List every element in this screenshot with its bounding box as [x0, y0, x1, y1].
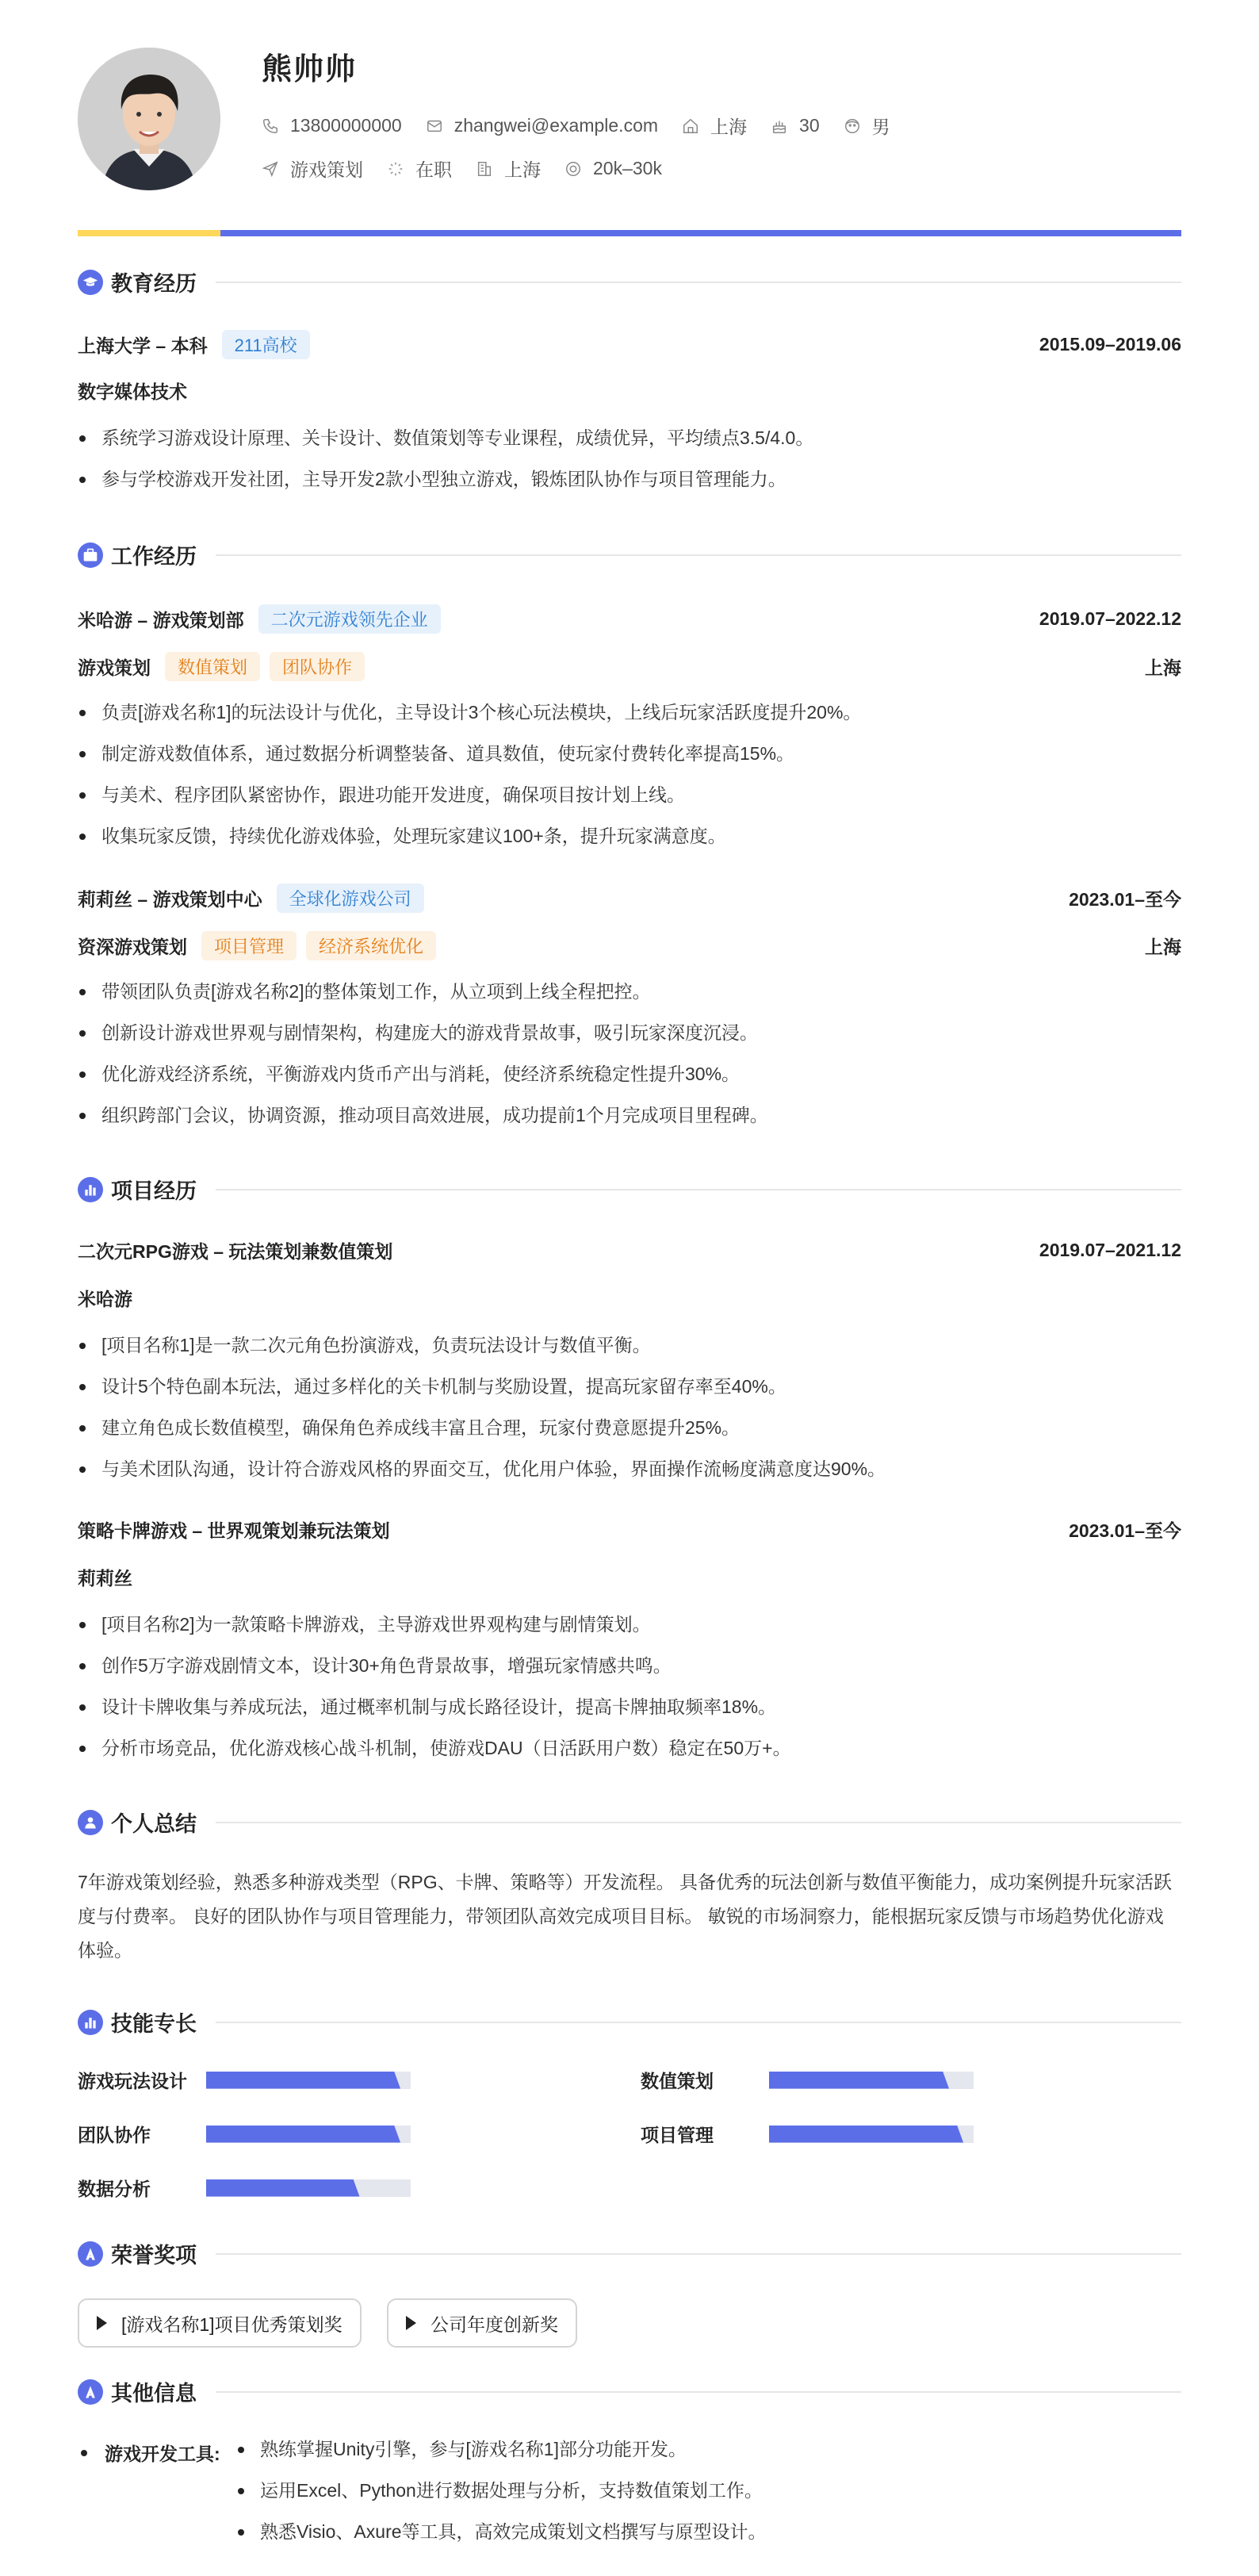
project-date: 2019.07–2021.12 — [1039, 1240, 1181, 1260]
company-tag: 二次元游戏领先企业 — [258, 604, 441, 634]
company-tag: 全球化游戏公司 — [277, 884, 424, 913]
building-icon — [476, 160, 493, 178]
target-role-item — [262, 155, 363, 182]
project-company: 莉莉丝 — [78, 1568, 132, 1589]
briefcase-icon — [78, 542, 103, 568]
school-name: 上海大学 – 本科 — [78, 335, 208, 356]
other-label-text: 游戏开发工具: — [105, 2444, 220, 2464]
skill-bar-fill — [206, 2126, 400, 2143]
list-item: 创作5万字游戏剧情文本，设计30+角色背景故事，增强玩家情感共鸣。 — [78, 1645, 1181, 1686]
candidate-name: 熊帅帅 — [262, 53, 358, 86]
list-item: 系统学习游戏设计原理、关卡设计、数值策划等专业课程，成绩优异，平均绩点3.5/4.0。 — [78, 417, 1181, 458]
list-item: 参与学校游戏开发社团，主导开发2款小型独立游戏，锻炼团队协作与项目管理能力。 — [78, 458, 1181, 500]
section-title: 其他信息 — [111, 2382, 197, 2405]
job-intent-row — [262, 155, 686, 182]
section-title: 项目经历 — [111, 1179, 197, 1203]
profile-header — [78, 0, 1181, 240]
award-item — [387, 2298, 577, 2348]
list-item: 组织跨部门会议，协调资源，推动项目高效进展，成功提前1个月完成项目里程碑。 — [78, 1094, 1181, 1136]
project-2-bullets — [78, 1604, 1181, 1769]
gender-item — [844, 113, 890, 139]
skill-bar — [206, 2179, 411, 2197]
work-city: 上海 — [1145, 657, 1181, 678]
award-item — [78, 2298, 362, 2348]
avatar — [78, 48, 220, 190]
age-item — [771, 115, 820, 136]
education-bullets — [78, 417, 1181, 500]
section-title: 荣誉奖项 — [111, 2244, 197, 2267]
work-date: 2023.01–至今 — [1069, 889, 1181, 910]
skill-bar-fill — [206, 2072, 400, 2089]
coin-icon — [564, 160, 582, 178]
target-city-value: 上海 — [504, 159, 541, 180]
work-2-role-row — [78, 931, 1181, 960]
skill-item — [78, 2175, 411, 2201]
list-item: 优化游戏经济系统，平衡游戏内货币产出与消耗，使经济系统稳定性提升30%。 — [78, 1053, 1181, 1094]
skill-name: 项目管理 — [641, 2125, 714, 2145]
skill-bar — [206, 2126, 411, 2143]
hometown-value: 上海 — [710, 117, 748, 137]
role-tag: 数值策划 — [165, 652, 260, 681]
section-title: 教育经历 — [111, 272, 197, 296]
work-date: 2019.07–2022.12 — [1039, 608, 1181, 629]
salary-value: 20k–30k — [593, 158, 662, 178]
work-city: 上海 — [1145, 937, 1181, 957]
mail-icon — [426, 117, 443, 135]
project-title: 二次元RPG游戏 – 玩法策划兼数值策划 — [78, 1241, 393, 1262]
company-name: 米哈游 – 游戏策划部 — [78, 610, 244, 631]
role-tag: 项目管理 — [201, 931, 297, 960]
education-major-row — [78, 378, 1181, 404]
hometown-item — [682, 113, 747, 139]
section-other — [78, 2376, 1181, 2407]
loading-icon — [387, 160, 404, 178]
phone-icon — [262, 117, 279, 135]
header-divider — [78, 230, 1181, 236]
summary-text: 7年游戏策划经验，熟悉多种游戏类型（RPG、卡牌、策略等）开发流程。 具备优秀的玩法创新与数值平衡能力，成功案例提升玩家活跃度与付费率。 良好的团队协作与项目管理能力，带领团队高效完成项目目标。 敏锐的市场洞察力，能根据玩家反馈与市场趋势优化游戏体验。 — [78, 1872, 1173, 1961]
project-1-bullets — [78, 1324, 1181, 1489]
section-projects — [78, 1174, 1181, 1205]
project-company: 米哈游 — [78, 1289, 132, 1309]
skill-bar-fill — [206, 2179, 360, 2197]
section-title: 技能专长 — [111, 2012, 197, 2036]
list-item: [项目名称1]是一款二次元角色扮演游戏，负责玩法设计与数值平衡。 — [78, 1324, 1181, 1366]
section-title: 工作经历 — [111, 545, 197, 569]
list-item: 建立角色成长数值模型，确保角色养成线丰富且合理，玩家付费意愿提升25%。 — [78, 1407, 1181, 1448]
section-education — [78, 266, 1181, 297]
list-item: 运用Excel、Python进行数据处理与分析，支持数值策划工作。 — [236, 2470, 1181, 2511]
education-header — [78, 330, 1181, 359]
project-date: 2023.01–至今 — [1069, 1520, 1181, 1541]
education-date: 2015.09–2019.06 — [1039, 334, 1181, 355]
work-1-header — [78, 604, 1181, 634]
play-icon — [406, 2316, 416, 2330]
list-item: 创新设计游戏世界观与剧情架构，构建庞大的游戏背景故事，吸引玩家深度沉浸。 — [78, 1012, 1181, 1053]
other-label — [78, 2440, 220, 2466]
role-tag: 团队协作 — [270, 652, 365, 681]
award-label: 公司年度创新奖 — [431, 2313, 558, 2335]
list-item: 收集玩家反馈，持续优化游戏体验，处理玩家建议100+条，提升玩家满意度。 — [78, 815, 1181, 857]
list-item: 制定游戏数值体系，通过数据分析调整装备、道具数值，使玩家付费转化率提高15%。 — [78, 733, 1181, 774]
send-icon — [262, 160, 279, 178]
chart-icon — [78, 1177, 103, 1202]
section-title: 个人总结 — [111, 1812, 197, 1836]
skill-bar — [206, 2072, 411, 2089]
project-2-header — [78, 1516, 1181, 1543]
skill-name: 团队协作 — [78, 2125, 151, 2145]
section-summary — [78, 1807, 1181, 1838]
email-value: zhangwei@example.com — [453, 115, 659, 136]
graduation-cap-icon — [78, 270, 103, 295]
user-icon — [78, 1810, 103, 1835]
project-1-header — [78, 1237, 1181, 1263]
play-icon — [97, 2316, 107, 2330]
work-1-role-row — [78, 652, 1181, 681]
section-skills — [78, 2007, 1181, 2037]
project-1-company-row — [78, 1285, 1181, 1311]
list-item: 分析市场竞品，优化游戏核心战斗机制，使游戏DAU（日活跃用户数）稳定在50万+。 — [78, 1727, 1181, 1769]
role-name: 资深游戏策划 — [78, 937, 187, 957]
home-icon — [682, 117, 699, 135]
list-item: 负责[游戏名称1]的玩法设计与优化，主导设计3个核心玩法模块，上线后玩家活跃度提升20%。 — [78, 692, 1181, 733]
award-icon — [78, 2379, 103, 2405]
salary-item — [564, 158, 662, 179]
age-value: 30 — [799, 115, 820, 136]
list-item: 设计卡牌收集与养成玩法，通过概率机制与成长路径设计，提高卡牌抽取频率18%。 — [78, 1686, 1181, 1727]
project-title: 策略卡牌游戏 – 世界观策划兼玩法策划 — [78, 1520, 390, 1541]
chart-icon — [78, 2010, 103, 2035]
school-tag: 211高校 — [222, 330, 310, 359]
list-item: 熟悉Visio、Axure等工具，高效完成策划文档撰写与原型设计。 — [236, 2511, 1181, 2552]
skill-item — [78, 2067, 411, 2093]
section-work — [78, 539, 1181, 570]
work-2-bullets — [78, 971, 1181, 1136]
section-honors — [78, 2238, 1181, 2269]
phone-item — [262, 115, 402, 136]
skill-item — [641, 2121, 974, 2147]
skill-name: 数值策划 — [641, 2071, 714, 2091]
gender-value: 男 — [871, 117, 890, 137]
status-value: 在职 — [415, 159, 452, 180]
avatar-portrait-icon — [78, 48, 220, 190]
role-tag: 经济系统优化 — [306, 931, 436, 960]
list-item: 带领团队负责[游戏名称2]的整体策划工作，从立项到上线全程把控。 — [78, 971, 1181, 1012]
list-item: 与美术团队沟通，设计符合游戏风格的界面交互，优化用户体验，界面操作流畅度满意度达90%。 — [78, 1448, 1181, 1489]
company-name: 莉莉丝 – 游戏策划中心 — [78, 889, 262, 910]
skill-name: 游戏玩法设计 — [78, 2071, 187, 2091]
list-item: 熟练掌握Unity引擎，参与[游戏名称1]部分功能开发。 — [236, 2428, 1181, 2470]
contact-row — [262, 113, 914, 139]
list-item: [项目名称2]为一款策略卡牌游戏，主导游戏世界观构建与剧情策划。 — [78, 1604, 1181, 1645]
major: 数字媒体技术 — [78, 381, 187, 402]
email-item — [426, 115, 658, 136]
skill-bar-fill — [769, 2072, 949, 2089]
skill-item — [641, 2067, 974, 2093]
skill-bar-fill — [769, 2126, 963, 2143]
list-item: 与美术、程序团队紧密协作，跟进功能开发进度，确保项目按计划上线。 — [78, 774, 1181, 815]
skill-bar — [769, 2126, 974, 2143]
project-2-company-row — [78, 1564, 1181, 1590]
cake-icon — [771, 117, 788, 135]
award-icon — [78, 2241, 103, 2267]
list-item: 设计5个特色副本玩法，通过多样化的关卡机制与奖励设置，提高玩家留存率至40%。 — [78, 1366, 1181, 1407]
work-2-header — [78, 884, 1181, 913]
status-item — [387, 155, 452, 182]
skill-name: 数据分析 — [78, 2179, 151, 2199]
skill-item — [78, 2121, 411, 2147]
role-name: 游戏策划 — [78, 657, 151, 678]
phone-value: 13800000000 — [290, 115, 402, 136]
target-city-item — [476, 155, 541, 182]
work-1-bullets — [78, 692, 1181, 857]
skill-bar — [769, 2072, 974, 2089]
other-bullets — [236, 2428, 1181, 2552]
award-label: [游戏名称1]项目优秀策划奖 — [121, 2313, 342, 2335]
gender-icon — [844, 117, 861, 135]
target-role-value: 游戏策划 — [290, 159, 363, 180]
